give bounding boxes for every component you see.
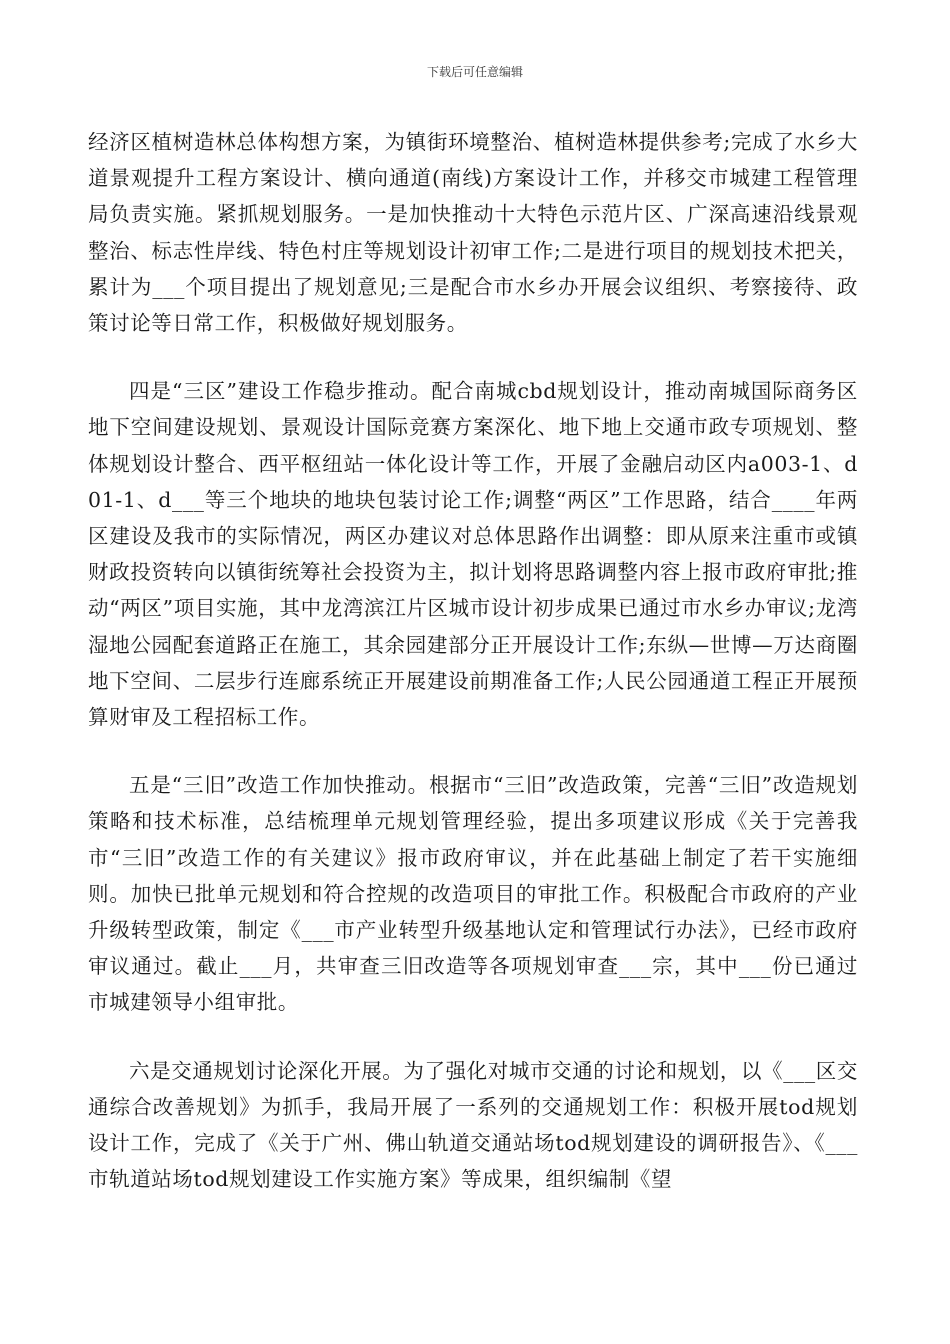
- paragraph-continuation: 经济区植树造林总体构想方案，为镇街环境整治、植树造林提供参考;完成了水乡大道景观提升工程方案设计、横向通道(南线)方案设计工作，并移交市城建工程管理局负责实施。紧抓规划服务。一是加快推动十大特色示范片区、广深高速沿线景观整治、标志性岸线、特色村庄等规划设计初审工作;二是进行项目的规划技术把关，累计为___个项目提出了规划意见;三是配合市水乡办开展会议组织、考察接待、政策讨论等日常工作，积极做好规划服务。: [88, 130, 858, 336]
- paragraph-three-districts: 四是“三区”建设工作稳步推动。配合南城cbd规划设计，推动南城国际商务区地下空间建设规划、景观设计国际竞赛方案深化、地下地上交通市政专项规划、整体规划设计整合、西平枢纽站一体化设计等工作，开展了金融启动区内a003-1、d01-1、d___等三个地块的地块包装讨论工作;调整“两区”工作思路，结合____年两区建设及我市的实际情况，两区办建议对总体思路作出调整：即从原来注重市或镇财政投资转向以镇街统筹社会投资为主，拟计划将思路调整内容上报市政府审批;推动“两区”项目实施，其中龙湾滨江片区城市设计初步成果已通过市水乡办审议;龙湾湿地公园配套道路正在施工，其余园建部分正开展设计工作;东纵—世博—万达商圈地下空间、二层步行连廊系统正开展建设前期准备工作;人民公园通道工程正开展预算财审及工程招标工作。: [88, 379, 858, 730]
- paragraph-traffic-planning: 六是交通规划讨论深化开展。为了强化对城市交通的讨论和规划，以《___区交通综合改善规划》为抓手，我局开展了一系列的交通规划工作：积极开展tod规划设计工作，完成了《关于广州、佛山轨道交通站场tod规划建设的调研报告》、《___市轨道站场tod规划建设工作实施方案》等成果，组织编制《望: [88, 1058, 858, 1192]
- paragraph-three-old-renovation: 五是“三旧”改造工作加快推动。根据市“三旧”改造政策，完善“三旧”改造规划策略和技术标准，总结梳理单元规划管理经验，提出多项建议形成《关于完善我市“三旧”改造工作的有关建议》报市政府审议，并在此基础上制定了若干实施细则。加快已批单元规划和符合控规的改造项目的审批工作。积极配合市政府的产业升级转型政策，制定《___市产业转型升级基地认定和管理试行办法》，已经市政府审议通过。截止___月，共审查三旧改造等各项规划审查___宗，其中___份已通过市城建领导小组审批。: [88, 773, 858, 1015]
- document-body: [88, 124, 858, 1229]
- page-header-note: 下载后可任意编辑: [426, 65, 523, 79]
